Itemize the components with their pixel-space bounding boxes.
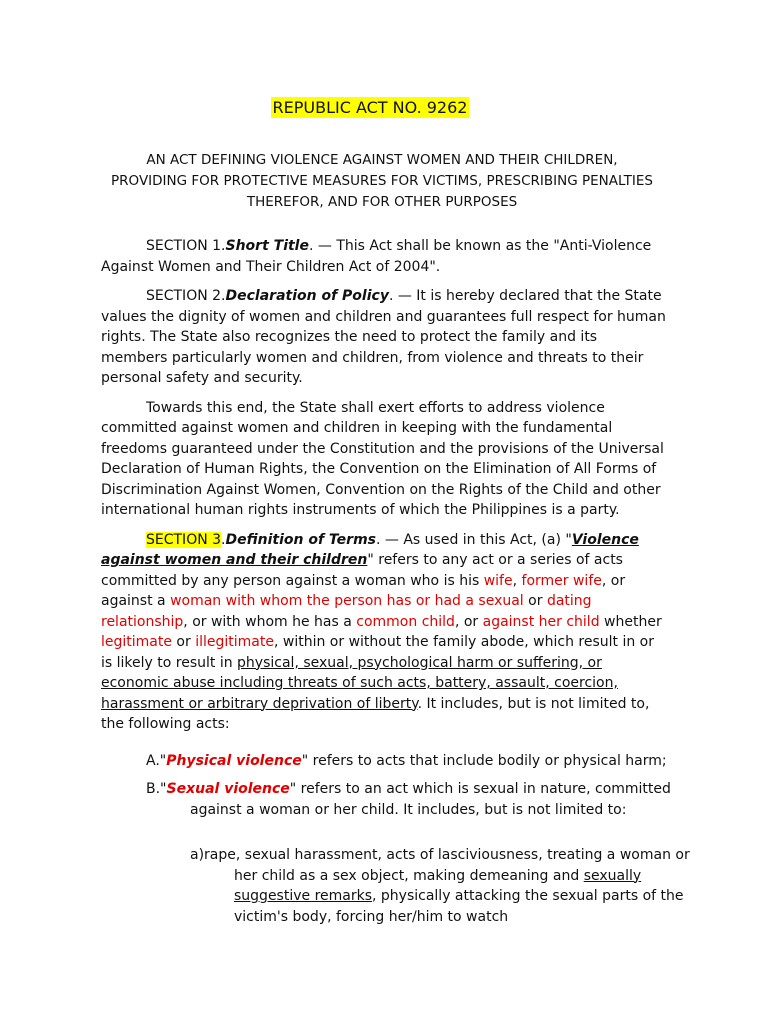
section-3-text: . It includes, but is not limited to, the following acts: [101, 695, 650, 732]
against-child-term: against her child [482, 613, 600, 630]
section-3-heading: Definition of Terms [225, 531, 376, 548]
section-3-text: , or with whom he has a [183, 613, 357, 630]
section-3-text: or [171, 634, 196, 650]
section-2-heading: Declaration of Policy [225, 288, 389, 304]
item-a-text: " refers to acts that include bodily or physical harm; [301, 753, 667, 769]
common-child-term: common child [356, 613, 455, 630]
section-2-text: . — It is hereby declared that the State values the dignity of women and children and guarantees full respect for human rights. The State also recognizes the need to protect the family and its members particularly women and children, from violence and threats to their personal safety and security. [101, 288, 666, 386]
legitimate-term: legitimate [101, 634, 172, 650]
item-b-sexual-violence [146, 779, 710, 820]
section-1-text: . — This Act shall be known as the "Anti-Violence Against Women and Their Children Act of 2004". [101, 238, 652, 275]
item-b-subitem-a [190, 845, 704, 927]
section-3-text: " refers to any act or a series of acts committed by any person against a woman who is his [101, 552, 623, 589]
section-2-label: SECTION 2. [146, 288, 226, 304]
harm-definition: physical, sexual, psychological harm or suffering, or economic abuse including threats of such acts, battery, assault, coercion, harassment or arbitrary deprivation of liberty [101, 654, 618, 712]
illegitimate-term: illegitimate [195, 634, 274, 650]
suggestive-remarks-term: sexually suggestive remarks [234, 867, 642, 904]
section-3-text: or [523, 593, 547, 609]
subitem-a-text-2: , physically attacking the sexual parts of the victim's body, forcing her/him to watch [234, 888, 684, 925]
item-a-physical-violence [146, 751, 686, 772]
section-3-dot: . [221, 531, 226, 548]
document-subtitle: AN ACT DEFINING VIOLENCE AGAINST WOMEN AND THEIR CHILDREN, PROVIDING FOR PROTECTIVE MEASURES FOR VICTIMS, PRESCRIBING PENALTIES THEREFOR, AND FOR OTHER PURPOSES [111, 152, 653, 210]
item-a-prefix: A." [146, 753, 167, 769]
section-3-label: SECTION 3 [146, 531, 222, 548]
physical-violence-term: Physical violence [166, 753, 302, 769]
section-3 [101, 530, 666, 735]
item-b-text: " refers to an act which is sexual in nature, committed against a woman or her child. It includes, but is not limited to: [190, 781, 671, 818]
section-1-label: SECTION 1. [146, 238, 226, 254]
subitem-a-text: a)rape, sexual harassment, acts of lasciviousness, treating a woman or her child as a sex object, making demeaning and [190, 847, 690, 884]
section-3-text: . — As used in this Act, (a) " [376, 531, 572, 548]
vawc-term: Violence against women and their children [101, 531, 639, 568]
item-b-prefix: B." [146, 781, 167, 797]
section-1-heading: Short Title [225, 238, 309, 254]
sexual-violence-term: Sexual violence [166, 781, 290, 797]
section-3-text: , within or without the family abode, which result in or is likely to result in [101, 634, 654, 671]
wife-term: wife [483, 572, 513, 589]
section-1 [101, 236, 666, 277]
section-3-text: whether [599, 613, 662, 630]
policy-paragraph: Towards this end, the State shall exert efforts to address violence committed against women and children in keeping with the fundamental freedoms guaranteed under the Constitution and the provisions of the Universal Declaration of Human Rights, the Convention on the Elimination of All Forms of Discrimination Against Women, Convention on the Rights of the Child and other international human rights instruments of which the Philippines is a party. [101, 399, 664, 518]
title-highlight: REPUBLIC ACT NO. 9262 [272, 98, 468, 117]
section-3-text: , or against a [101, 572, 626, 609]
section-3-text: , or [454, 613, 483, 630]
dating-relationship-term: dating relationship [101, 593, 592, 630]
document-title [0, 98, 740, 117]
section-2 [101, 286, 666, 389]
woman-relation-term: woman with whom the person has or had a sexual [170, 593, 524, 609]
former-wife-term: former wife [521, 572, 602, 589]
body-sections-1-2 [101, 236, 666, 744]
section-3-text: , [512, 572, 522, 589]
